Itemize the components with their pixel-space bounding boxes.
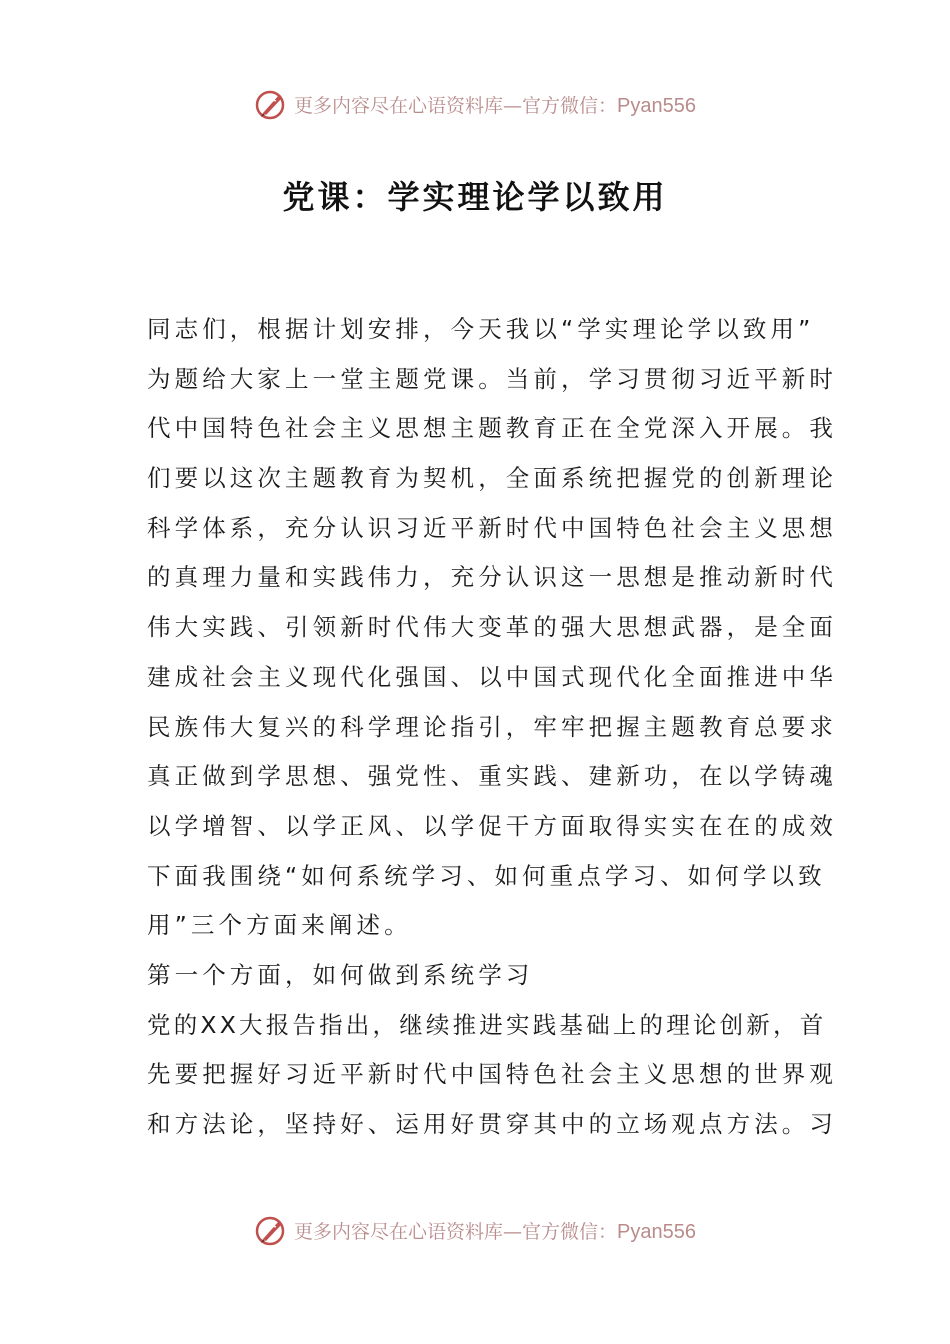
- body-line: 同志们，根据计划安排，今天我以“学实理论学以致用”: [147, 315, 815, 343]
- document-body: [147, 305, 837, 1150]
- section-heading: 第一个方面，如何做到系统学习: [147, 960, 534, 989]
- header-banner: [0, 84, 950, 124]
- body-line: 用”三个方面来阐述。: [147, 911, 412, 940]
- body-line: 民族伟大复兴的科学理论指引，牢牢把握主题教育总要求: [147, 712, 837, 741]
- body-line: 下面我围绕“如何系统学习、如何重点学习、如何学以致: [147, 861, 826, 890]
- body-line: 的真理力量和实践伟力，充分认识这一思想是推动新时代: [147, 563, 837, 592]
- body-line: 们要以这次主题教育为契机，全面系统把握党的创新理论: [147, 464, 837, 493]
- body-line: 真正做到学思想、强党性、重实践、建新功，在以学铸魂: [147, 762, 837, 791]
- body-line: 代中国特色社会主义思想主题教育正在全党深入开展。我: [147, 414, 837, 443]
- body-line: 党的XX大报告指出，继续推进实践基础上的理论创新，首: [147, 1010, 827, 1039]
- body-line: 先要把握好习近平新时代中国特色社会主义思想的世界观: [147, 1060, 837, 1089]
- body-line: 科学体系，充分认识习近平新时代中国特色社会主义思想: [147, 513, 837, 542]
- body-line: 和方法论，坚持好、运用好贯穿其中的立场观点方法。习: [147, 1110, 837, 1138]
- pen-logo-icon: [254, 1213, 288, 1247]
- body-line: 伟大实践、引领新时代伟大变革的强大思想武器，是全面: [147, 613, 837, 642]
- banner-text: 更多内容尽在心语资料库—官方微信：Pyan556: [294, 1220, 696, 1243]
- body-line: 建成社会主义现代化强国、以中国式现代化全面推进中华: [147, 662, 837, 691]
- document-title: 党课：学实理论学以致用: [282, 178, 668, 216]
- pen-logo-icon: [254, 87, 288, 121]
- footer-banner: [0, 1210, 950, 1250]
- banner-text: 更多内容尽在心语资料库—官方微信：Pyan556: [294, 94, 696, 117]
- body-line: 以学增智、以学正风、以学促干方面取得实实在在的成效: [147, 811, 837, 840]
- body-line: 为题给大家上一堂主题党课。当前，学习贯彻习近平新时: [147, 364, 837, 393]
